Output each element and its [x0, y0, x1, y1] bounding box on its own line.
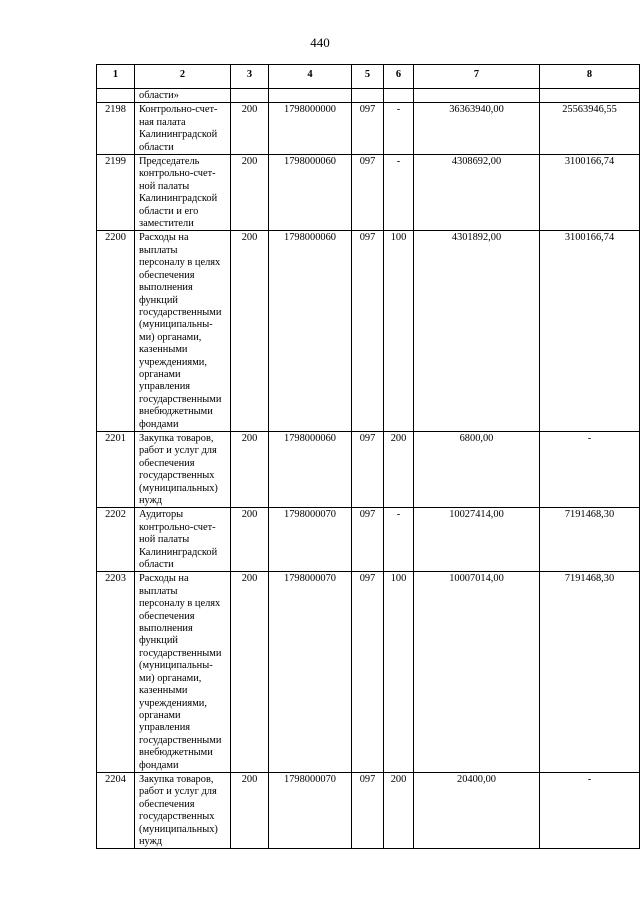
section-code-cell: 200 [231, 155, 269, 231]
header-cell: 1 [97, 65, 135, 89]
row-description-cell [135, 231, 231, 432]
row-number-cell: 2202 [97, 508, 135, 572]
description-line: органами [139, 709, 181, 721]
table-row [97, 431, 640, 507]
description-line: нужд [139, 495, 163, 506]
table-row [97, 572, 640, 773]
description-line: обеспечения [139, 457, 195, 469]
description-line: Закупка товаров, [139, 432, 214, 444]
description-line: Закупка товаров, [139, 773, 214, 785]
target-article-cell: 1798000000 [269, 103, 352, 155]
description-line: выплаты [139, 244, 178, 256]
description-line: Расходы на [139, 573, 189, 585]
header-cell: 5 [352, 65, 384, 89]
target-article-cell: 1798000060 [269, 155, 352, 231]
executed-amount-cell: 3100166,74 [540, 155, 640, 231]
description-line: ной палаты [139, 180, 190, 192]
department-code-cell: 097 [352, 508, 384, 572]
executed-amount-cell: 7191468,30 [540, 508, 640, 572]
description-line: государственными [139, 393, 222, 405]
description-line: Калининградской [139, 546, 218, 558]
department-code-cell: 097 [352, 155, 384, 231]
description-line: Аудиторы [139, 509, 184, 521]
executed-amount-cell: 3100166,74 [540, 231, 640, 432]
description-line: Расходы на [139, 232, 189, 244]
department-code-cell [352, 89, 384, 103]
description-line: управления [139, 381, 191, 393]
table-header-row [97, 65, 640, 89]
header-cell: 6 [384, 65, 414, 89]
department-code-cell: 097 [352, 103, 384, 155]
description-line: области и его [139, 205, 199, 217]
row-description-cell [135, 572, 231, 773]
approved-amount-cell [414, 89, 540, 103]
row-number-cell: 2203 [97, 572, 135, 773]
row-description-cell [135, 103, 231, 155]
section-code-cell: 200 [231, 508, 269, 572]
executed-amount-cell: 25563946,55 [540, 103, 640, 155]
description-line: заместители [139, 218, 194, 230]
target-article-cell: 1798000060 [269, 231, 352, 432]
description-line: обеспечения [139, 798, 195, 810]
description-line: контрольно-счет- [139, 168, 216, 180]
executed-amount-cell [540, 89, 640, 103]
section-code-cell: 200 [231, 772, 269, 848]
description-line: персоналу в целях [139, 598, 221, 610]
expense-type-cell: 200 [384, 772, 414, 848]
description-line: управления [139, 722, 191, 734]
description-line: (муниципальны- [139, 660, 213, 672]
description-line: учреждениями, [139, 356, 207, 368]
table-row [97, 508, 640, 572]
budget-table [96, 64, 640, 849]
description-line: государственными [139, 734, 222, 746]
description-line: персоналу в целях [139, 257, 221, 269]
approved-amount-cell: 4308692,00 [414, 155, 540, 231]
description-line: выполнения [139, 282, 193, 294]
header-cell: 8 [540, 65, 640, 89]
section-code-cell [231, 89, 269, 103]
table-row [97, 772, 640, 848]
description-line: казенными [139, 344, 188, 356]
description-line: выплаты [139, 585, 178, 597]
department-code-cell: 097 [352, 572, 384, 773]
approved-amount-cell: 36363940,00 [414, 103, 540, 155]
section-code-cell: 200 [231, 231, 269, 432]
description-line: работ и услуг для [139, 786, 217, 798]
row-description-cell [135, 508, 231, 572]
department-code-cell: 097 [352, 231, 384, 432]
approved-amount-cell: 20400,00 [414, 772, 540, 848]
table-row [97, 231, 640, 432]
description-line: обеспечения [139, 269, 195, 281]
description-line: государственных [139, 811, 215, 823]
approved-amount-cell: 10027414,00 [414, 508, 540, 572]
table-body [97, 89, 640, 849]
description-line: ной палаты [139, 534, 190, 546]
expense-type-cell [384, 89, 414, 103]
department-code-cell: 097 [352, 772, 384, 848]
approved-amount-cell: 4301892,00 [414, 231, 540, 432]
description-line: Калининградской [139, 193, 218, 205]
row-number-cell: 2201 [97, 431, 135, 507]
description-line: государственными [139, 306, 222, 318]
description-line: казенными [139, 685, 188, 697]
table-row [97, 103, 640, 155]
row-description-cell [135, 89, 231, 103]
row-number-cell: 2198 [97, 103, 135, 155]
target-article-cell: 1798000070 [269, 772, 352, 848]
executed-amount-cell: - [540, 772, 640, 848]
description-line: учреждениями, [139, 697, 207, 709]
target-article-cell: 1798000070 [269, 572, 352, 773]
description-line: (муниципальных) [139, 823, 218, 835]
row-description-cell [135, 772, 231, 848]
header-cell: 2 [135, 65, 231, 89]
table-row [97, 89, 640, 103]
section-code-cell: 200 [231, 572, 269, 773]
description-line: обеспечения [139, 610, 195, 622]
row-number-cell: 2204 [97, 772, 135, 848]
description-line: выполнения [139, 623, 193, 635]
description-line: внебюджетными [139, 406, 213, 418]
row-description-cell [135, 155, 231, 231]
description-line: контрольно-счет- [139, 521, 216, 533]
department-code-cell: 097 [352, 431, 384, 507]
executed-amount-cell: - [540, 431, 640, 507]
executed-amount-cell: 7191468,30 [540, 572, 640, 773]
description-line: органами [139, 368, 181, 380]
section-code-cell: 200 [231, 431, 269, 507]
description-line: внебюджетными [139, 747, 213, 759]
description-line: области [139, 141, 174, 153]
expense-type-cell: 100 [384, 572, 414, 773]
expense-type-cell: - [384, 155, 414, 231]
description-line: функций [139, 635, 178, 647]
description-line: Председатель [139, 156, 200, 168]
table-row [97, 155, 640, 231]
description-line: Контрольно-счет- [139, 104, 218, 116]
description-line: фондами [139, 759, 179, 771]
description-line: нужд [139, 835, 163, 847]
description-line: (муниципальных) [139, 482, 218, 494]
description-line: фондами [139, 418, 179, 430]
description-line: Калининградской [139, 129, 218, 141]
description-line: ная палата [139, 116, 186, 128]
row-number-cell [97, 89, 135, 103]
expense-type-cell: 200 [384, 431, 414, 507]
description-line: ми) органами, [139, 331, 202, 343]
page-number: 440 [310, 35, 330, 50]
target-article-cell [269, 89, 352, 103]
row-number-cell: 2200 [97, 231, 135, 432]
description-line: государственных [139, 470, 215, 482]
header-cell: 7 [414, 65, 540, 89]
approved-amount-cell: 6800,00 [414, 431, 540, 507]
target-article-cell: 1798000060 [269, 431, 352, 507]
description-line: ми) органами, [139, 672, 202, 684]
description-line: государственными [139, 647, 222, 659]
header-cell: 3 [231, 65, 269, 89]
expense-type-cell: 100 [384, 231, 414, 432]
section-code-cell: 200 [231, 103, 269, 155]
description-line: работ и услуг для [139, 445, 217, 457]
description-line: (муниципальны- [139, 319, 213, 331]
expense-type-cell: - [384, 508, 414, 572]
expense-type-cell: - [384, 103, 414, 155]
approved-amount-cell: 10007014,00 [414, 572, 540, 773]
row-description-cell [135, 431, 231, 507]
description-line: области» [139, 90, 179, 101]
row-number-cell: 2199 [97, 155, 135, 231]
header-cell: 4 [269, 65, 352, 89]
description-line: области [139, 559, 174, 571]
target-article-cell: 1798000070 [269, 508, 352, 572]
description-line: функций [139, 294, 178, 306]
